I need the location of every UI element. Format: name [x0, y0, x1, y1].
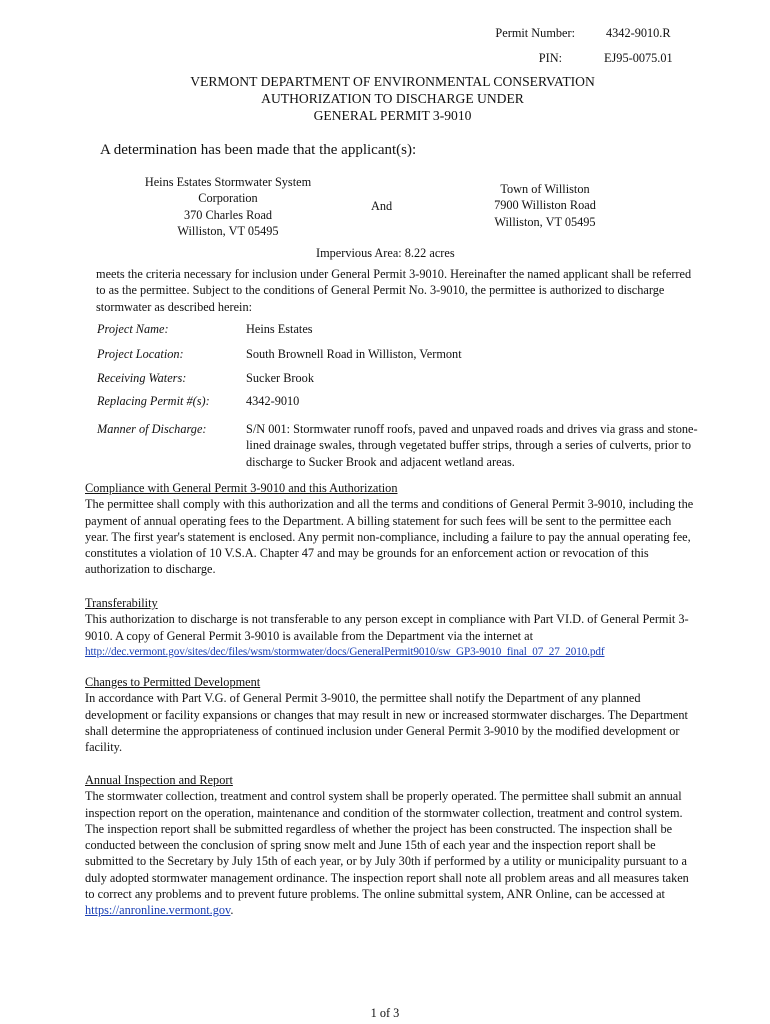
title-line-2: AUTHORIZATION TO DISCHARGE UNDER: [261, 91, 524, 106]
applicant-right: [470, 181, 620, 230]
criteria-paragraph: meets the criteria necessary for inclusion under General Permit 3-9010. Hereinafter the named applicant shall be referred to as the permittee. Subject to the conditions of General Permit No. 3-9010, the permittee is authorized to discharge stormwater as described herein:: [96, 267, 692, 314]
manner-of-discharge-value: S/N 001: Stormwater runoff roofs, paved and unpaved roads and drives via grass and stone-lined drainage swales, through vegetated buffer strips, through a series of culverts, prior to discharge to Sucker Brook and adjacent wetland areas.: [246, 422, 698, 469]
annual-body: [85, 788, 697, 918]
page-number: 1 of 3: [370, 1006, 400, 1020]
compliance-body: The permittee shall comply with this authorization and all the terms and conditions of General Permit 3-9010, including the payment of annual operating fees to the Department. A billing statement for such fees will be sent to the permittee each year. The first year's statement is enclosed. Any permit non-compliance, including a failure to pay the annual operating fee, constitutes a violation of 10 V.S.A. Chapter 47 and may be grounds for an enforcement action or revocation of this authorization to discharge.: [85, 497, 694, 577]
title-line-3: GENERAL PERMIT 3-9010: [313, 108, 472, 123]
annual-body-text: The stormwater collection, treatment and control system shall be properly operated. The permittee shall submit an annual inspection report on the operation, maintenance and condition of the stormwater collection, treatment and control system. The inspection report shall be submitted regardless of whether the project has been constructed. The inspection shall be conducted between the conclusion of spring snow melt and June 15th of each year and the inspection report shall be submitted to the Secretary by July 15th of each year, or by July 30th if performed by a utility or municipality pursuant to a duly adopted stormwater management ordinance. The inspection report shall note all problem areas and all measures taken to correct any problems and to prevent future problems. The online submittal system, ANR Online, can be accessed at: [85, 789, 689, 902]
applicant-right-line: Town of Williston: [500, 182, 590, 196]
impervious-area: Impervious Area: 8.22 acres: [316, 246, 455, 260]
manner-of-discharge-label: Manner of Discharge:: [97, 422, 207, 436]
transferability-body: This authorization to discharge is not transferable to any person except in compliance with Part VI.D. of General Permit 3-9010. A copy of General Permit 3-9010 is available from the Department via the internet at: [85, 612, 689, 643]
general-permit-link[interactable]: http://dec.vermont.gov/sites/dec/files/wsm/stormwater/docs/GeneralPermit9010/sw_GP3-9010_final_07_27_2010.pdf: [85, 645, 605, 658]
transferability-section: [85, 595, 697, 660]
project-name-label: Project Name:: [97, 322, 169, 336]
receiving-waters-label: Receiving Waters:: [97, 371, 187, 385]
permit-number-label: Permit Number:: [495, 26, 575, 40]
pin-label: PIN:: [538, 51, 562, 65]
compliance-section: [85, 480, 697, 578]
replacing-permit-label: Replacing Permit #(s):: [97, 394, 210, 408]
receiving-waters-value: Sucker Brook: [246, 371, 314, 385]
pin-value: EJ95-0075.01: [604, 51, 673, 65]
applicant-right-line: 7900 Williston Road: [494, 198, 596, 213]
project-location-label: Project Location:: [97, 347, 184, 361]
applicant-left-line: Williston, VT 05495: [177, 223, 279, 238]
changes-body: In accordance with Part V.G. of General Permit 3-9010, the permittee shall notify the Department of any planned development or facility expansions or changes that may result in new or increased stormwater discharges. The Department shall determine the appropriateness of continued inclusion under General Permit 3-9010 by the modified development or facility.: [85, 691, 688, 755]
applicant-left: [118, 174, 338, 239]
replacing-permit-value: 4342-9010: [246, 394, 300, 408]
applicant-right-line: Williston, VT 05495: [494, 214, 596, 229]
title-line-1: VERMONT DEPARTMENT OF ENVIRONMENTAL CONSERVATION: [190, 74, 595, 89]
annual-link-suffix: .: [230, 903, 234, 918]
compliance-heading: Compliance with General Permit 3-9010 and this Authorization: [85, 481, 398, 495]
applicant-left-line: 370 Charles Road: [183, 207, 273, 222]
annual-heading: Annual Inspection and Report: [85, 773, 233, 787]
anr-online-link[interactable]: https://anronline.vermont.gov: [85, 903, 231, 918]
applicant-left-line: Corporation: [198, 191, 258, 206]
transferability-heading: Transferability: [85, 596, 158, 610]
changes-section: [85, 674, 697, 755]
page-title: [0, 73, 770, 124]
changes-heading: Changes to Permitted Development: [85, 675, 261, 689]
applicant-left-line: Heins Estates Stormwater System: [144, 175, 312, 189]
project-location-value: South Brownell Road in Williston, Vermont: [246, 347, 462, 361]
determination-text: A determination has been made that the applicant(s):: [100, 142, 417, 158]
project-name-value: Heins Estates: [246, 322, 313, 336]
annual-inspection-section: [85, 772, 697, 919]
permit-number-value: 4342-9010.R: [606, 26, 671, 40]
applicant-and: And: [371, 199, 393, 213]
